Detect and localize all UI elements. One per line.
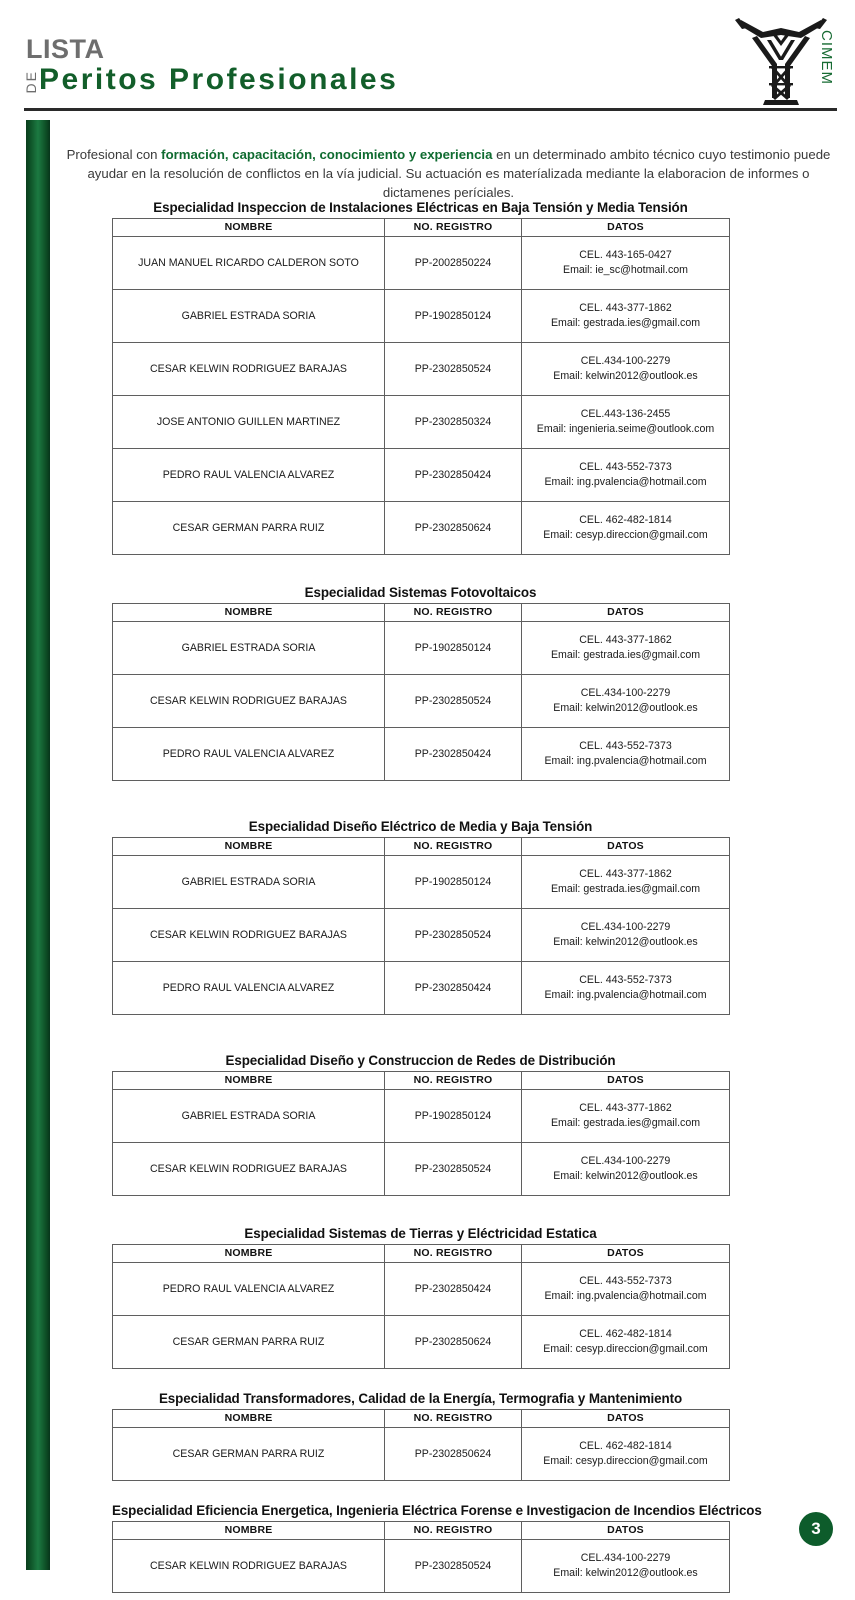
- column-header-nombre: NOMBRE: [113, 1245, 385, 1263]
- specialty-title: Especialidad Sistemas Fotovoltaicos: [304, 585, 537, 600]
- cell-registro: PP-2302850524: [385, 909, 522, 962]
- column-header-registro: NO. REGISTRO: [385, 604, 522, 622]
- specialty-title: Especialidad Inspeccion de Instalaciones Eléctricas en Baja Tensión y Media Tensión: [153, 200, 688, 215]
- column-header-datos: DATOS: [522, 1410, 730, 1428]
- cell-nombre: CESAR GERMAN PARRA RUIZ: [113, 502, 385, 555]
- specialty-section: [112, 585, 729, 781]
- cell-email: Email: kelwin2012@outlook.es: [553, 370, 698, 382]
- column-header-nombre: NOMBRE: [113, 219, 385, 237]
- specialty-title: Especialidad Eficiencia Energetica, Ingenieria Eléctrica Forense e Investigacion de Incendios Eléctricos: [112, 1503, 762, 1518]
- column-header-registro: NO. REGISTRO: [385, 1245, 522, 1263]
- cell-telefono: CEL. 443-552-7373: [579, 1274, 672, 1287]
- cell-datos: [522, 622, 730, 675]
- cell-telefono: CEL. 443-377-1862: [579, 1101, 672, 1114]
- cell-email: Email: kelwin2012@outlook.es: [553, 1170, 698, 1182]
- cell-email: Email: kelwin2012@outlook.es: [553, 1567, 698, 1579]
- cell-telefono: CEL. 443-377-1862: [579, 301, 672, 314]
- cell-registro: PP-2302850524: [385, 1143, 522, 1196]
- cell-email: Email: gestrada.ies@gmail.com: [550, 883, 701, 895]
- cell-nombre: CESAR KELWIN RODRIGUEZ BARAJAS: [113, 1143, 385, 1196]
- cell-email: Email: cesyp.direccion@gmail.com: [543, 1455, 708, 1467]
- cell-telefono: CEL.434-100-2279: [580, 686, 671, 699]
- table-row: [113, 237, 730, 290]
- cell-nombre: JOSE ANTONIO GUILLEN MARTINEZ: [113, 396, 385, 449]
- cell-datos: [522, 1090, 730, 1143]
- table-header-row: [113, 838, 730, 856]
- specialty-section: [112, 200, 729, 555]
- cell-registro: PP-2302850524: [385, 675, 522, 728]
- table-row: [113, 622, 730, 675]
- specialty-title: Especialidad Sistemas de Tierras y Eléctricidad Estatica: [244, 1226, 597, 1241]
- cell-datos: [522, 728, 730, 781]
- column-header-registro: NO. REGISTRO: [385, 219, 522, 237]
- column-header-nombre: NOMBRE: [113, 604, 385, 622]
- cell-datos: [522, 909, 730, 962]
- cell-telefono: CEL. 443-552-7373: [579, 973, 672, 986]
- column-header-nombre: NOMBRE: [113, 1522, 385, 1540]
- column-header-nombre: NOMBRE: [113, 838, 385, 856]
- cell-nombre: PEDRO RAUL VALENCIA ALVAREZ: [113, 962, 385, 1015]
- cell-nombre: CESAR KELWIN RODRIGUEZ BARAJAS: [113, 909, 385, 962]
- header-divider: [24, 108, 837, 111]
- cell-datos: [522, 1316, 730, 1369]
- peritos-table: [112, 218, 730, 555]
- table-row: [113, 1263, 730, 1316]
- table-header-row: [113, 1245, 730, 1263]
- specialty-section: [112, 1226, 729, 1369]
- column-header-datos: DATOS: [522, 219, 730, 237]
- specialties-container: [112, 200, 762, 1593]
- cell-datos: [522, 396, 730, 449]
- column-header-registro: NO. REGISTRO: [385, 1410, 522, 1428]
- section-spacer: [112, 1481, 729, 1503]
- cell-nombre: GABRIEL ESTRADA SORIA: [113, 1090, 385, 1143]
- table-row: [113, 1428, 730, 1481]
- table-row: [113, 502, 730, 555]
- cell-telefono: CEL. 443-377-1862: [579, 633, 672, 646]
- cell-datos: [522, 290, 730, 343]
- cell-datos: [522, 502, 730, 555]
- cell-email: Email: cesyp.direccion@gmail.com: [543, 1343, 708, 1355]
- cell-registro: PP-1902850124: [385, 1090, 522, 1143]
- de-label: DE: [23, 69, 39, 93]
- cell-email: Email: ie_sc@hotmail.com: [563, 264, 688, 276]
- cell-datos: [522, 1143, 730, 1196]
- cell-registro: PP-2302850624: [385, 1316, 522, 1369]
- table-row: [113, 1540, 730, 1593]
- specialty-section: [112, 1503, 762, 1593]
- cell-nombre: PEDRO RAUL VALENCIA ALVAREZ: [113, 728, 385, 781]
- section-spacer: [112, 1196, 729, 1226]
- cell-email: Email: kelwin2012@outlook.es: [553, 936, 698, 948]
- cell-nombre: GABRIEL ESTRADA SORIA: [113, 290, 385, 343]
- peritos-table: [112, 1244, 730, 1369]
- table-row: [113, 1143, 730, 1196]
- table-row: [113, 343, 730, 396]
- cell-telefono: CEL.434-100-2279: [580, 920, 671, 933]
- table-row: [113, 396, 730, 449]
- cell-registro: PP-1902850124: [385, 622, 522, 675]
- lista-label: LISTA: [26, 34, 105, 64]
- cell-registro: PP-1902850124: [385, 290, 522, 343]
- column-header-datos: DATOS: [522, 838, 730, 856]
- cell-email: Email: ing.pvalencia@hotmail.com: [544, 755, 707, 767]
- cell-telefono: CEL.434-100-2279: [580, 1551, 671, 1564]
- cell-email: Email: ing.pvalencia@hotmail.com: [544, 1290, 707, 1302]
- cell-telefono: CEL. 443-377-1862: [579, 867, 672, 880]
- specialty-section: [112, 1391, 729, 1481]
- cell-registro: PP-2302850424: [385, 449, 522, 502]
- column-header-nombre: NOMBRE: [113, 1410, 385, 1428]
- intro-part2: en un determinado ambito técnico cuyo testimonio puede ayudar en la resolución de conflictos en la vía judicial. Su actuación es materíalizada mediante la elaboracion de informes o dictamenes períciales.: [87, 147, 831, 201]
- table-row: [113, 1090, 730, 1143]
- column-header-registro: NO. REGISTRO: [385, 1072, 522, 1090]
- page-number-badge: 3: [799, 1512, 833, 1546]
- cell-nombre: CESAR KELWIN RODRIGUEZ BARAJAS: [113, 675, 385, 728]
- intro-part1: Profesional con: [66, 147, 162, 163]
- cell-registro: PP-2302850624: [385, 1428, 522, 1481]
- column-header-registro: NO. REGISTRO: [385, 1522, 522, 1540]
- table-row: [113, 675, 730, 728]
- section-spacer: [112, 1369, 729, 1391]
- table-row: [113, 1316, 730, 1369]
- section-spacer: [112, 1015, 729, 1053]
- cell-datos: [522, 449, 730, 502]
- cell-nombre: GABRIEL ESTRADA SORIA: [113, 856, 385, 909]
- specialty-section: [112, 819, 729, 1015]
- page-header: [0, 0, 855, 112]
- cell-telefono: CEL. 462-482-1814: [579, 1439, 672, 1452]
- cell-telefono: CEL. 462-482-1814: [579, 513, 672, 526]
- intro-paragraph: [62, 145, 835, 202]
- cell-telefono: CEL. 462-482-1814: [579, 1327, 672, 1340]
- cell-telefono: CEL. 443-552-7373: [579, 460, 672, 473]
- cell-telefono: CEL. 443-165-0427: [579, 248, 672, 261]
- cell-nombre: GABRIEL ESTRADA SORIA: [113, 622, 385, 675]
- specialty-title: Especialidad Diseño Eléctrico de Media y Baja Tensión: [248, 819, 593, 834]
- table-row: [113, 290, 730, 343]
- table-row: [113, 728, 730, 781]
- peritos-table: [112, 1409, 730, 1481]
- cell-datos: [522, 343, 730, 396]
- cell-email: Email: gestrada.ies@gmail.com: [550, 1117, 701, 1129]
- table-header-row: [113, 1522, 730, 1540]
- table-row: [113, 449, 730, 502]
- cell-telefono: CEL. 443-552-7373: [579, 739, 672, 752]
- cell-nombre: PEDRO RAUL VALENCIA ALVAREZ: [113, 1263, 385, 1316]
- peritos-table: [112, 837, 730, 1015]
- page-title: Peritos Profesionales: [39, 63, 399, 96]
- table-header-row: [113, 219, 730, 237]
- cell-registro: PP-2302850424: [385, 728, 522, 781]
- cell-registro: PP-2302850524: [385, 1540, 522, 1593]
- table-row: [113, 909, 730, 962]
- title-row: [24, 65, 398, 95]
- cell-datos: [522, 856, 730, 909]
- cell-nombre: CESAR GERMAN PARRA RUIZ: [113, 1316, 385, 1369]
- cell-registro: PP-2302850424: [385, 1263, 522, 1316]
- cell-nombre: JUAN MANUEL RICARDO CALDERON SOTO: [113, 237, 385, 290]
- cell-registro: PP-1902850124: [385, 856, 522, 909]
- column-header-datos: DATOS: [522, 1245, 730, 1263]
- cell-telefono: CEL.434-100-2279: [580, 354, 671, 367]
- cell-datos: [522, 1540, 730, 1593]
- specialty-title: Especialidad Transformadores, Calidad de la Energía, Termografia y Mantenimiento: [158, 1391, 683, 1406]
- cell-registro: PP-2302850524: [385, 343, 522, 396]
- specialty-section: [112, 1053, 729, 1196]
- intro-highlight: formación, capacitación, conocimiento y experiencia: [161, 147, 493, 163]
- cell-datos: [522, 962, 730, 1015]
- logo-label: CIMEM: [818, 30, 835, 85]
- cell-datos: [522, 1263, 730, 1316]
- peritos-table: [112, 1071, 730, 1196]
- cell-telefono: CEL.434-100-2279: [580, 1154, 671, 1167]
- cell-email: Email: ing.pvalencia@hotmail.com: [544, 989, 707, 1001]
- column-header-datos: DATOS: [522, 604, 730, 622]
- cell-registro: PP-2302850424: [385, 962, 522, 1015]
- cell-registro: PP-2002850224: [385, 237, 522, 290]
- cell-datos: [522, 675, 730, 728]
- table-header-row: [113, 604, 730, 622]
- table-header-row: [113, 1072, 730, 1090]
- cimem-logo: [729, 6, 837, 108]
- column-header-nombre: NOMBRE: [113, 1072, 385, 1090]
- section-spacer: [112, 555, 729, 585]
- cell-email: Email: ingenieria.seime@outlook.com: [536, 423, 715, 435]
- specialty-title: Especialidad Diseño y Construccion de Redes de Distribución: [225, 1053, 616, 1068]
- table-row: [113, 962, 730, 1015]
- cell-email: Email: cesyp.direccion@gmail.com: [543, 529, 708, 541]
- cell-email: Email: gestrada.ies@gmail.com: [550, 317, 701, 329]
- peritos-table: [112, 603, 730, 781]
- cell-datos: [522, 1428, 730, 1481]
- table-row: [113, 856, 730, 909]
- cell-email: Email: ing.pvalencia@hotmail.com: [544, 476, 707, 488]
- cell-registro: PP-2302850324: [385, 396, 522, 449]
- decorative-side-bar: [26, 120, 50, 1570]
- header-title-block: [24, 36, 398, 95]
- cell-telefono: CEL.443-136-2455: [580, 407, 671, 420]
- cell-nombre: CESAR KELWIN RODRIGUEZ BARAJAS: [113, 343, 385, 396]
- column-header-registro: NO. REGISTRO: [385, 838, 522, 856]
- column-header-datos: DATOS: [522, 1522, 730, 1540]
- cell-nombre: PEDRO RAUL VALENCIA ALVAREZ: [113, 449, 385, 502]
- peritos-table: [112, 1521, 730, 1593]
- cell-datos: [522, 237, 730, 290]
- cell-email: Email: gestrada.ies@gmail.com: [550, 649, 701, 661]
- cell-registro: PP-2302850624: [385, 502, 522, 555]
- column-header-datos: DATOS: [522, 1072, 730, 1090]
- table-header-row: [113, 1410, 730, 1428]
- cell-nombre: CESAR GERMAN PARRA RUIZ: [113, 1428, 385, 1481]
- cell-nombre: CESAR KELWIN RODRIGUEZ BARAJAS: [113, 1540, 385, 1593]
- section-spacer: [112, 781, 729, 819]
- cell-email: Email: kelwin2012@outlook.es: [553, 702, 698, 714]
